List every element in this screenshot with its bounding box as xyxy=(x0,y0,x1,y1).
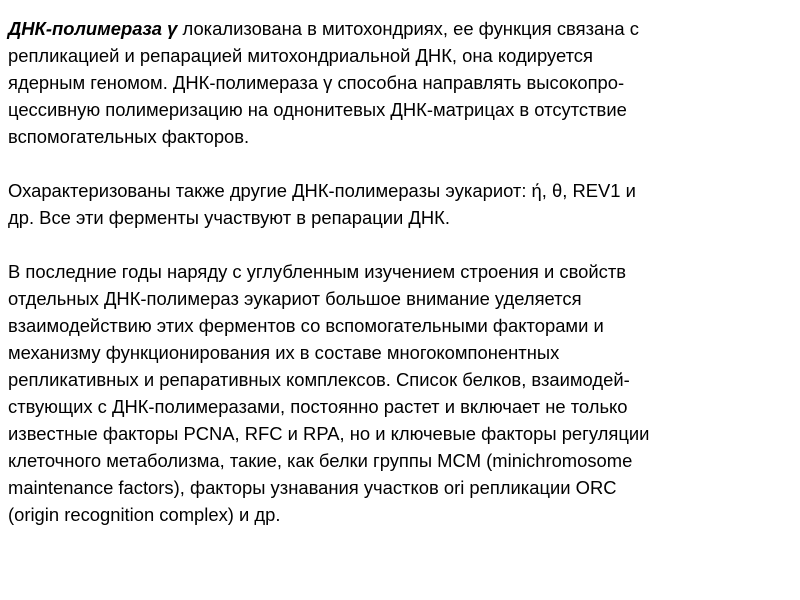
term-dna-polymerase-gamma: ДНК-полимераза γ xyxy=(8,18,178,39)
text-line: клеточного метаболизма, такие, как белки группы MCM (minichromosome xyxy=(8,450,633,471)
text-line: репликативных и репаративных комплексов. Список белков, взаимодей- xyxy=(8,369,630,390)
slide-text-block xyxy=(8,15,788,528)
text-line: взаимодействию этих ферментов со вспомогательными факторами и xyxy=(8,315,604,336)
text-line: репликацией и репарацией митохондриальной ДНК, она кодируется xyxy=(8,45,593,66)
text-line: др. Все эти ферменты участвуют в репарации ДНК. xyxy=(8,207,450,228)
text-line: Охарактеризованы также другие ДНК-полимеразы эукариот: ή, θ, REV1 и xyxy=(8,180,636,201)
paragraph-polymerase-gamma xyxy=(8,15,788,150)
text-line: (origin recognition complex) и др. xyxy=(8,504,281,525)
text-line: В последние годы наряду с углубленным изучением строения и свойств xyxy=(8,261,627,282)
text-line-content: локализована в митохондриях, ее функция связана с xyxy=(177,18,639,39)
text-line: ядерным геномом. ДНК-полимераза γ способна направлять высокопро- xyxy=(8,72,625,93)
text-line: известные факторы PCNA, RFC и RPA, но и ключевые факторы регуляции xyxy=(8,423,650,444)
text-line: отдельных ДНК-полимераз эукариот большое внимание уделяется xyxy=(8,288,582,309)
text-line: механизму функционирования их в составе многокомпонентных xyxy=(8,342,560,363)
text-line: цессивную полимеризацию на однонитевых ДНК-матрицах в отсутствие xyxy=(8,99,627,120)
text-line xyxy=(8,15,788,42)
text-line: ствующих с ДНК-полимеразами, постоянно растет и включает не только xyxy=(8,396,628,417)
paragraph-other-polymerases xyxy=(8,177,788,231)
text-line: вспомогательных факторов. xyxy=(8,126,250,147)
paragraph-recent-research xyxy=(8,258,788,528)
text-line: maintenance factors), факторы узнавания участков ori репликации ORC xyxy=(8,477,617,498)
